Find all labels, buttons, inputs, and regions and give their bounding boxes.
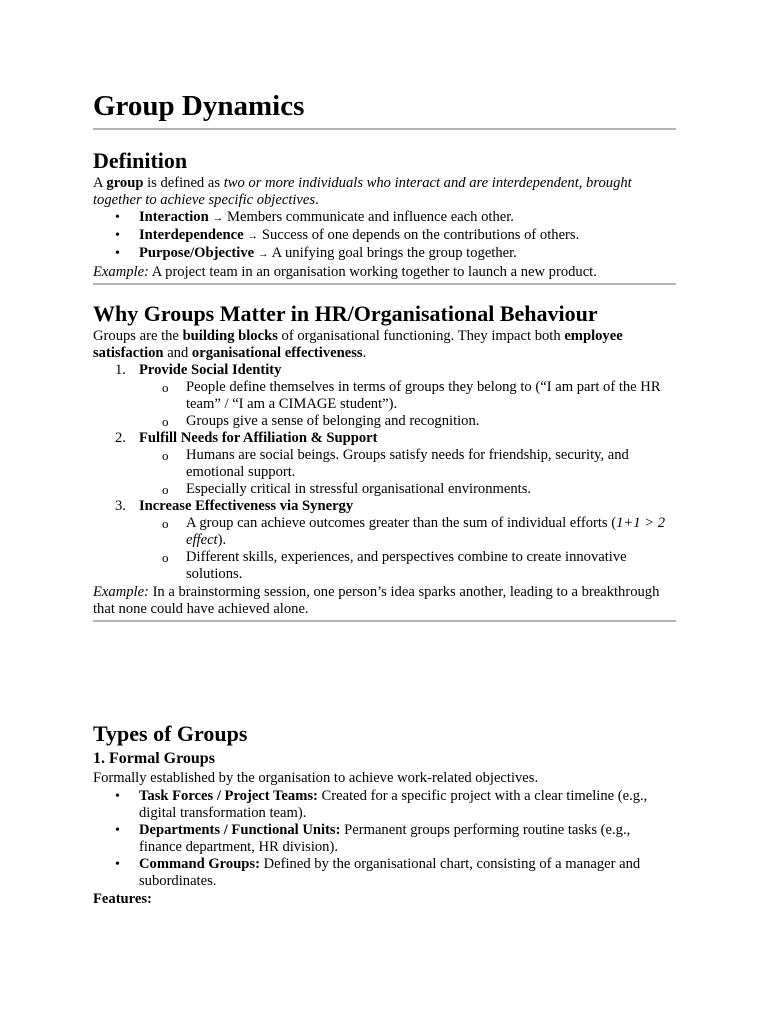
list-item: • Purpose/Objective → A unifying goal brings the group together. [139, 245, 676, 263]
features-label: Features: [93, 891, 152, 907]
definition-rule [93, 283, 676, 285]
item-title: Fulfill Needs for Affiliation & Support [139, 430, 378, 446]
sub-list-item: o Different skills, experiences, and perspectives combine to create innovative solutions. [186, 549, 676, 583]
sub-list-item: o A group can achieve outcomes greater than the sum of individual efforts (1+1 > 2 effect). [186, 515, 676, 549]
why-list [93, 362, 676, 583]
list-item: 3. Increase Effectiveness via Synergy o A group can achieve outcomes greater than the sum of individual efforts (1+1 > 2 effect). o Different skills, experiences, and perspectives combine to create innovative solutions. [139, 498, 676, 583]
why-example: Example: In a brainstorming session, one person’s idea sparks another, leading to a breakthrough that none could have achieved alone. [93, 584, 660, 617]
right-arrow-icon: → [247, 230, 259, 242]
why-heading: Why Groups Matter in HR/Organisational Behaviour [93, 301, 598, 326]
list-item: • Command Groups: Defined by the organisational chart, consisting of a manager and subordinates. [139, 856, 676, 890]
why-rule [93, 620, 676, 622]
sub-list-item: o Groups give a sense of belonging and recognition. [186, 413, 676, 430]
sub-list-item: o Humans are social beings. Groups satisfy needs for friendship, security, and emotional support. [186, 447, 676, 481]
list-item: • Task Forces / Project Teams: Created for a specific project with a clear timeline (e.g., digital transformation team). [139, 788, 676, 822]
sub-list-item: o People define themselves in terms of groups they belong to (“I am part of the HR team” / “I am a CIMAGE student”). [186, 379, 676, 413]
definition-heading: Definition [93, 148, 188, 173]
formal-groups-heading: 1. Formal Groups [93, 750, 215, 767]
right-arrow-icon: → [257, 248, 269, 260]
why-intro: Groups are the building blocks of organisational functioning. They impact both employee satisfaction and organisational effectiveness. [93, 328, 623, 361]
item-title: Provide Social Identity [139, 362, 282, 378]
types-heading: Types of Groups [93, 721, 248, 746]
formal-groups-bullets [93, 788, 676, 890]
group-definition: two or more individuals who interact and are interdependent, brought together to achieve specific objectives [93, 175, 632, 208]
right-arrow-icon: → [212, 212, 224, 224]
page-title: Group Dynamics [93, 90, 305, 122]
sub-list [139, 515, 676, 583]
list-item: • Departments / Functional Units: Permanent groups performing routine tasks (e.g., finance department, HR division). [139, 822, 676, 856]
definition-example: Example: A project team in an organisation working together to launch a new product. [93, 264, 597, 280]
item-title: Increase Effectiveness via Synergy [139, 498, 354, 514]
formal-groups-intro: Formally established by the organisation to achieve work-related objectives. [93, 770, 539, 786]
list-item: 2. Fulfill Needs for Affiliation & Support o Humans are social beings. Groups satisfy needs for friendship, security, and emotional support. o Especially critical in stressful organisational environments. [139, 430, 676, 498]
sub-list [139, 447, 676, 498]
sub-list-item: o Especially critical in stressful organisational environments. [186, 481, 676, 498]
definition-bullets [93, 209, 676, 263]
list-item: 1. Provide Social Identity o People define themselves in terms of groups they belong to (“I am part of the HR team” / “I am a CIMAGE student”). o Groups give a sense of belonging and recognition. [139, 362, 676, 430]
group-term: group [106, 175, 144, 191]
title-rule [93, 128, 676, 130]
sub-list [139, 379, 676, 430]
definition-intro: A group is defined as two or more individuals who interact and are interdependent, brought together to achieve specific objectives. [93, 175, 632, 208]
list-item: • Interdependence → Success of one depends on the contributions of others. [139, 227, 676, 245]
list-item: • Interaction → Members communicate and influence each other. [139, 209, 676, 227]
document-content [93, 84, 676, 908]
